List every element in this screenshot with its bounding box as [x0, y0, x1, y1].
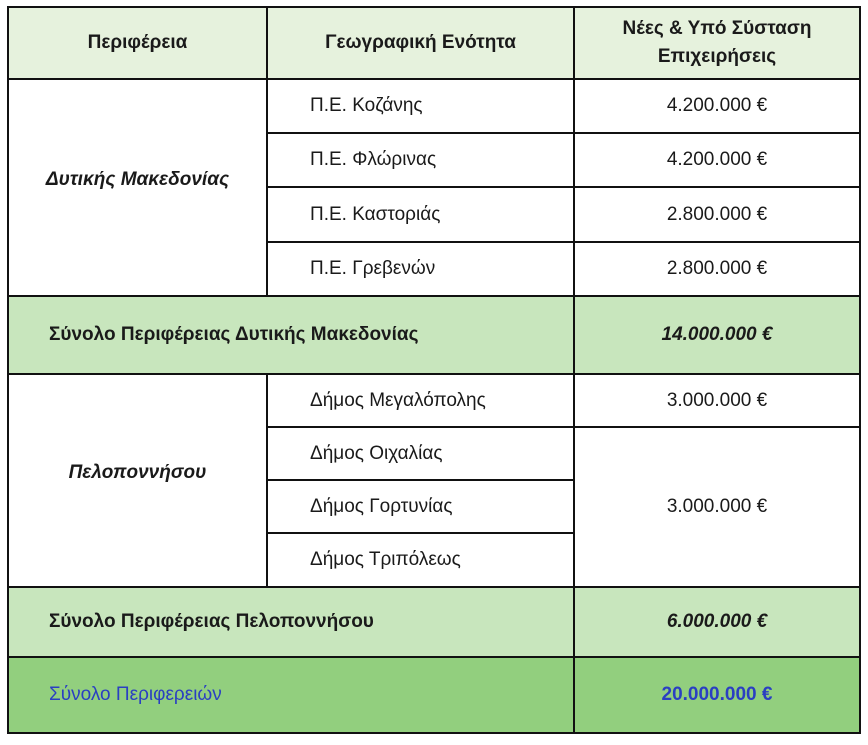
- amount-cell: 3.000.000 €: [574, 374, 860, 427]
- unit-cell: Δήμος Οιχαλίας: [267, 427, 574, 480]
- unit-cell: Π.Ε. Κοζάνης: [267, 79, 574, 133]
- amount-cell: 4.200.000 €: [574, 133, 860, 187]
- unit-cell: Δήμος Γορτυνίας: [267, 480, 574, 533]
- unit-cell: Π.Ε. Γρεβενών: [267, 242, 574, 296]
- unit-cell: Π.Ε. Φλώρινας: [267, 133, 574, 187]
- region-cell: Πελοποννήσου: [8, 374, 267, 587]
- grand-total-row: [8, 657, 860, 733]
- grand-total-amount: 20.000.000 €: [574, 657, 860, 733]
- subtotal-row: [8, 296, 860, 374]
- unit-cell: Π.Ε. Καστοριάς: [267, 187, 574, 241]
- header-unit: Γεωγραφική Ενότητα: [267, 7, 574, 79]
- subtotal-amount: 14.000.000 €: [574, 296, 860, 374]
- merged-amount-cell: 3.000.000 €: [574, 427, 860, 586]
- header-row: [8, 7, 860, 79]
- subtotal-label: Σύνολο Περιφέρειας Πελοποννήσου: [8, 587, 574, 657]
- region-cell: Δυτικής Μακεδονίας: [8, 79, 267, 296]
- header-amount: [574, 7, 860, 79]
- header-amount-label: Νέες & Υπό Σύσταση Επιχειρήσεις: [622, 18, 812, 68]
- unit-cell: Δήμος Τριπόλεως: [267, 533, 574, 586]
- table-row: [8, 79, 860, 133]
- subtotal-label: Σύνολο Περιφέρειας Δυτικής Μακεδονίας: [8, 296, 574, 374]
- table-row: [8, 374, 860, 427]
- amount-cell: 4.200.000 €: [574, 79, 860, 133]
- amount-cell: 2.800.000 €: [574, 242, 860, 296]
- subtotal-amount: 6.000.000 €: [574, 587, 860, 657]
- header-region: Περιφέρεια: [8, 7, 267, 79]
- grand-total-label: Σύνολο Περιφερειών: [8, 657, 574, 733]
- amount-cell: 2.800.000 €: [574, 187, 860, 241]
- subtotal-row: [8, 587, 860, 657]
- funding-table: [7, 6, 861, 734]
- unit-cell: Δήμος Μεγαλόπολης: [267, 374, 574, 427]
